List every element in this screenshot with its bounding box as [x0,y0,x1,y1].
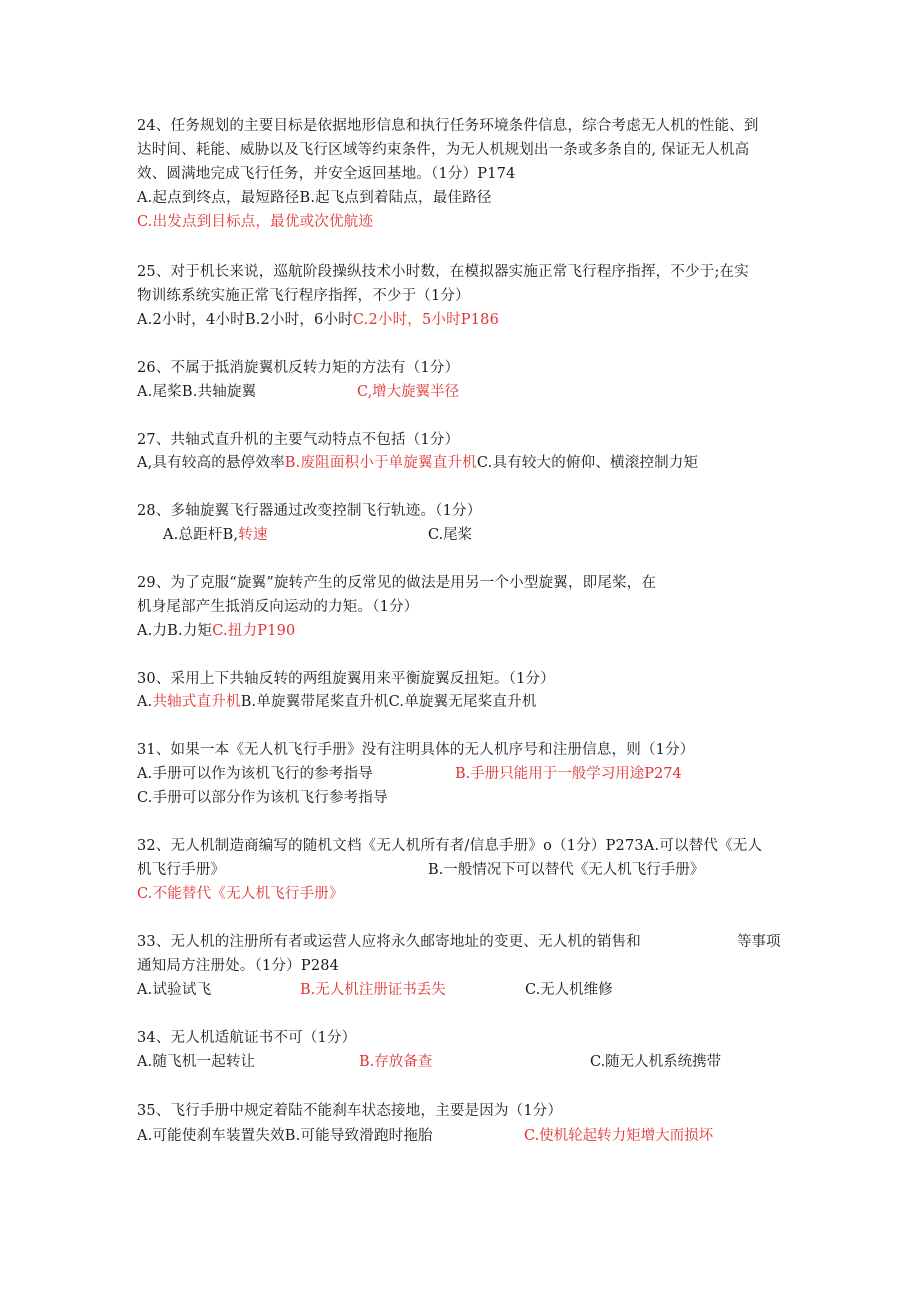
q30-options [137,692,537,712]
q27-line-1: 27、共轴式直升机的主要气动特点不包括（1分） [137,432,460,448]
q27-options [137,453,698,473]
q25-line-1: 25、对于机长来说，巡航阶段操纵技术小时数，在模拟器实施正常飞行程序指挥，不少于;在实 [137,264,749,280]
q25-options [137,310,499,330]
q35-line-1: 35、飞行手册中规定着陆不能刹车状态接地，主要是因为（1分） [137,1103,563,1119]
q26-answer-c: C,增大旋翼半径 [357,384,460,400]
q29-answer-c: C.扭力P190 [212,623,296,639]
q29-options [137,621,295,641]
q27-answer-b: B.废阻面积小于单旋翼直升机 [284,455,477,471]
q31-option-a: A.手册可以作为该机飞行的参考指导 [137,766,373,782]
q26-line-1: 26、不属于抵消旋翼机反转力矩的方法有（1分） [137,360,460,376]
q34-option-a: A.随飞机一起转让 [137,1054,256,1070]
q28-option-a: A.总距杆B, [163,527,239,543]
q33-option-c: C.无人机维修 [525,982,613,998]
q28-option-c: C.尾桨 [428,527,473,543]
q25-options-ab: A.2小时，4小时B.2小时，6小时 [137,312,353,328]
q30-line-1: 30、采用上下共轴反转的两组旋翼用来平衡旋翼反扭矩。（1分） [137,671,555,687]
q35-answer-c: C.使机轮起转力矩增大而损坏 [524,1128,714,1144]
q28-line-1: 28、多轴旋翼飞行器通过改变控制飞行轨迹。（1分） [137,503,482,519]
q27-option-c: C.具有较大的俯仰、横滚控制力矩 [476,455,699,471]
q31-option-c: C.手册可以部分作为该机飞行参考指导 [137,790,388,806]
q30-options-bc: B.单旋翼带尾桨直升机C.单旋翼无尾桨直升机 [240,694,537,710]
q30-answer-a: 共轴式直升机 [152,694,241,710]
q34-option-c: C.随无人机系统携带 [590,1054,722,1070]
q33-option-a: A.试验试飞 [137,982,212,998]
q26-options-ab: A.尾桨B.共轴旋翼 [137,384,257,400]
q33-line-1a: 33、无人机的注册所有者或运营人应将永久邮寄地址的变更、无人机的销售和 [137,934,641,950]
q24-options-ab: A.起点到终点，最短路径B.起飞点到着陆点，最佳路径 [137,190,492,206]
q33-line-2: 通知局方注册处。（1分）P284 [137,958,340,974]
q31-line-1: 31、如果一本《无人机飞行手册》没有注明具体的无人机序号和注册信息，则（1分） [137,742,695,758]
q27-option-a: A,具有较高的悬停效率 [137,455,285,471]
q32-answer-c: C.不能替代《无人机飞行手册》 [137,886,344,902]
q35-options-ab: A.可能使刹车装置失效B.可能导致滑跑时拖胎 [137,1128,433,1144]
q24-line-2: 达时间、耗能、威胁以及飞行区域等约束条件，为无人机规划出一条或多条自的, 保证无人机高 [137,142,750,158]
q33-line-1b: 等事项 [737,934,781,950]
q32-option-b: B.一般情况下可以替代《无人机飞行手册》 [428,862,705,878]
q24-line-3: 效、圆满地完成飞行任务，并安全返回基地。（1分）P174 [137,166,516,182]
q29-line-1: 29、为了克服“旋翼”旋转产生的反常见的做法是用另一个小型旋翼，即尾桨，在 [137,575,657,591]
q25-line-2: 物训练系统实施正常飞行程序指挥，不少于（1分） [137,288,470,304]
q24-line-1: 24、任务规划的主要目标是依据地形信息和执行任务环境条件信息，综合考虑无人机的性能、到 [137,118,759,134]
q33-answer-b: B.无人机注册证书丢失 [300,982,446,998]
q28-answer-b: 转速 [238,527,268,543]
q32-line-1: 32、无人机制造商编写的随机文档《无人机所有者/信息手册》o（1分）P273A.可以替代《无人 [137,838,763,854]
q25-answer-c: C.2小时，5小时P186 [352,312,500,328]
q34-line-1: 34、无人机适航证书不可（1分） [137,1030,357,1046]
q28-options-ab [163,525,268,545]
q24-answer-c: C.出发点到目标点，最优或次优航迹 [137,214,374,230]
q29-options-ab: A.力B.力矩 [137,623,213,639]
q29-line-2: 机身尾部产生抵消反向运动的力矩。（1分） [137,599,419,615]
q32-line-2a: 机飞行手册》 [137,862,226,878]
q30-option-a-letter: A. [137,694,153,710]
q31-answer-b: B.手册只能用于一般学习用途P274 [455,766,682,782]
q34-answer-b: B.存放备查 [359,1054,433,1070]
